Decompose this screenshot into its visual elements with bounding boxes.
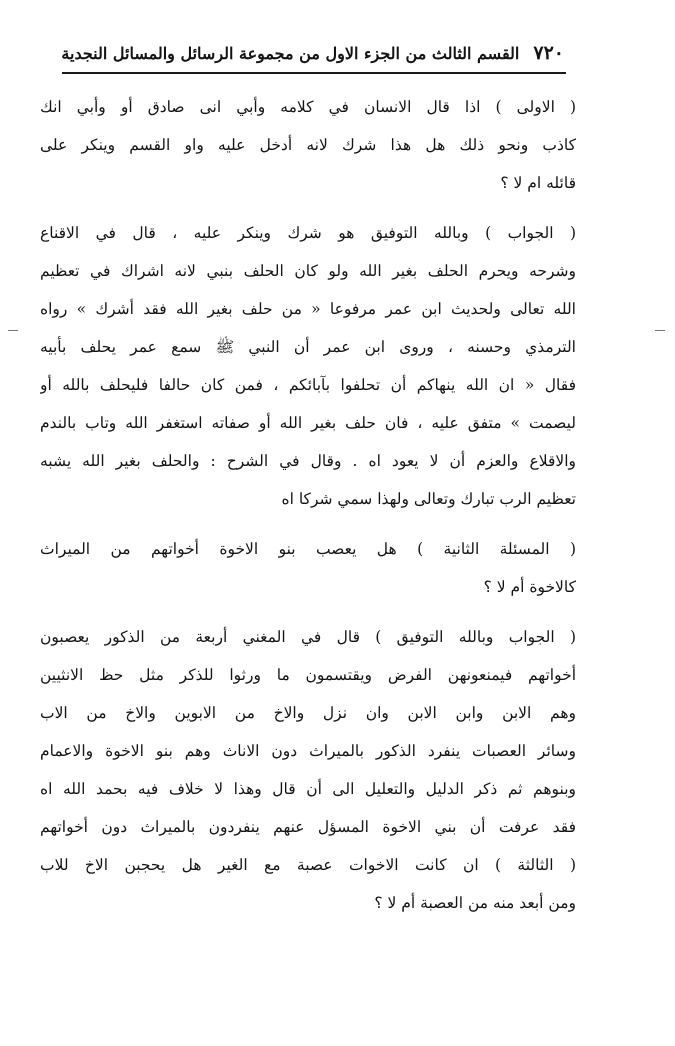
text-line: ليصمت » متفق عليه ، فان حلف بغير الله أو صفاته استغفر الله وتاب بالندم: [40, 414, 576, 432]
text-line: ومن أبعد منه من العصبة أم لا ؟: [374, 894, 576, 912]
paragraph-gap: [40, 606, 576, 618]
page-number: ٧٢٠: [533, 42, 564, 64]
text-line: الله تعالى ولحديث ابن عمر مرفوعا « من حلف بغير الله فقد أشرك » رواه: [40, 300, 576, 318]
header-rule: [62, 72, 566, 74]
text-line: كاذب ونحو ذلك هل هذا شرك لانه أدخل عليه واو القسم وينكر على: [40, 136, 576, 154]
text-line: ( الجواب وبالله التوفيق ) قال في المغني أربعة من الذكور يعصبون: [40, 628, 576, 646]
page-header: [61, 36, 564, 70]
paragraph-answer-2: [40, 618, 576, 922]
text-line: الترمذي وحسنه ، وروى ابن عمر أن النبي ﷺ سمع عمر يحلف بأبيه: [40, 338, 576, 356]
paragraph-gap: [40, 518, 576, 530]
text-line: ( الجواب ) وبالله التوفيق هو شرك وينكر عليه ، قال في الاقناع: [40, 224, 576, 242]
paragraph-question-1: [40, 88, 576, 202]
text-line: فقد عرفت أن بني الاخوة المسؤل عنهم ينفردون بالميراث دون أخواتهم: [40, 818, 576, 836]
text-line: وسائر العصبات ينفرد الذكور بالميراث دون الاناث وهم بنو الاخوة والاعمام: [40, 742, 576, 760]
text-line: أخواتهم فيمنعونهن الفرض ويقتسمون ما ورثوا للذكر مثل حظ الانثيين: [40, 666, 576, 684]
paragraph-gap: [40, 202, 576, 214]
paragraph-answer-1: [40, 214, 576, 518]
text-line: قائله ام لا ؟: [500, 174, 576, 192]
running-title: القسم الثالث من الجزء الاول من مجموعة الرسائل والمسائل النجدية: [61, 43, 520, 63]
body-text: [40, 88, 576, 922]
text-line: وبنوهم ثم ذكر الدليل والتعليل الى أن قال وهذا لا خلاف فيه بحمد الله اه: [40, 780, 576, 798]
text-line: تعظيم الرب تبارك وتعالى ولهذا سمي شركا اه: [281, 490, 576, 508]
text-line: ( الثالثة ) ان كانت الاخوات عصبة مع الغير هل يحجبن الاخ للاب: [40, 856, 576, 874]
text-line: كالاخوة أم لا ؟: [483, 578, 576, 596]
text-line: ( الاولى ) اذا قال الانسان في كلامه وأبي انى صادق أو وأبي انك: [40, 98, 576, 116]
left-margin-mark: [8, 330, 18, 331]
text-line: وشرحه ويحرم الحلف بغير الله ولو كان الحلف بنبي لانه اشراك في تعظيم: [40, 262, 576, 280]
text-line: وهم الابن وابن الابن وان نزل والاخ من الابوين والاخ من الاب: [40, 704, 576, 722]
text-line: فقال « ان الله ينهاكم أن تحلفوا بآبائكم ، فمن كان حالفا فليحلف بالله أو: [40, 376, 576, 394]
text-line: والاقلاع والعزم أن لا يعود اه . وقال في الشرح : والحلف بغير الله يشبه: [40, 452, 576, 470]
text-line: ( المسئلة الثانية ) هل يعصب بنو الاخوة أخواتهم من الميراث: [40, 540, 576, 558]
paragraph-question-2: [40, 530, 576, 606]
right-margin-mark: [655, 330, 665, 331]
